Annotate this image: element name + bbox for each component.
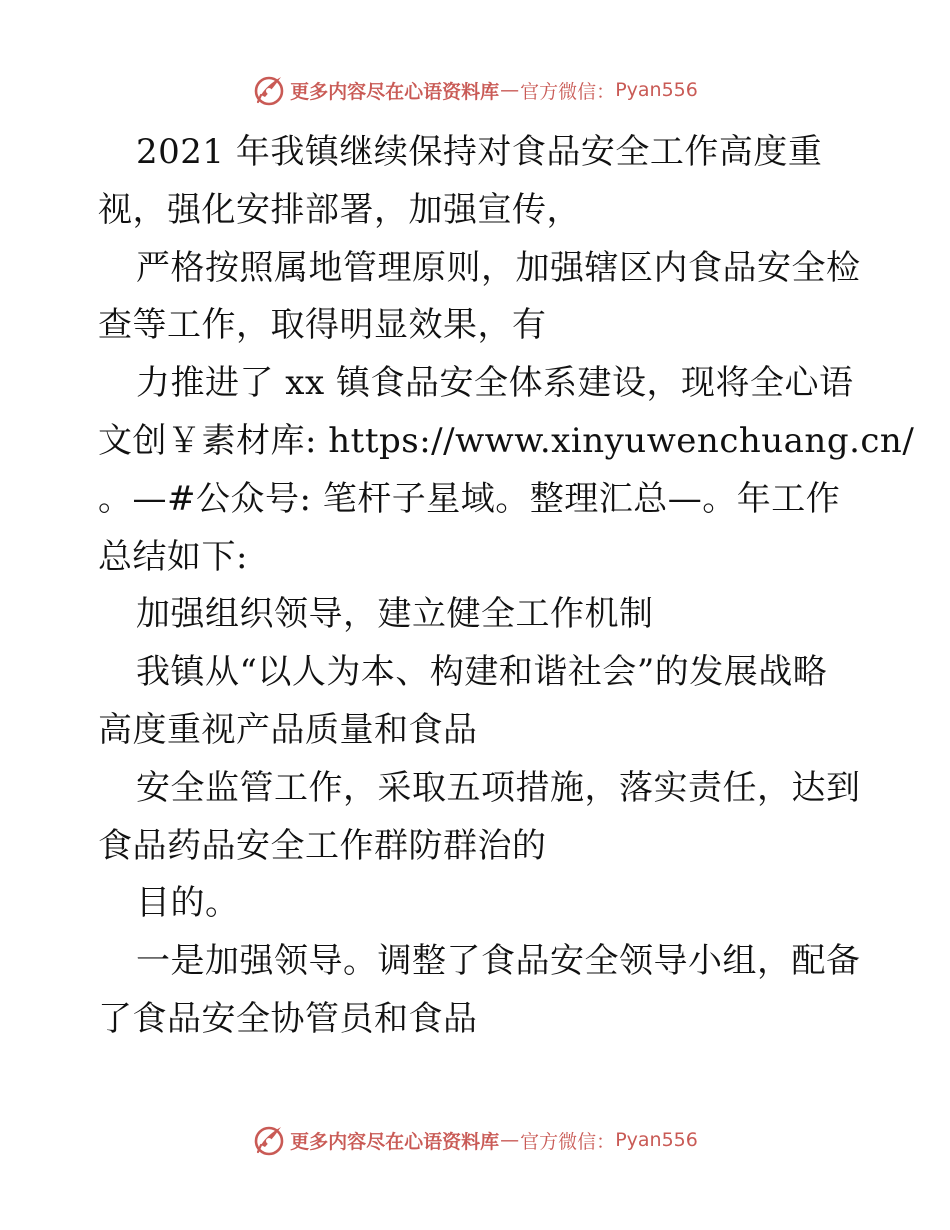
section-heading: 加强组织领导，建立健全工作机制 <box>136 594 654 635</box>
body-line: 我镇从“以人为本、构建和谐社会”的发展战略 <box>136 652 828 693</box>
body-line: 查等工作，取得明显效果，有 <box>98 305 547 346</box>
body-line: 目的。 <box>136 883 240 924</box>
body-line: 力推进了 xx 镇食品安全体系建设，现将全心语 <box>136 363 854 404</box>
banner-separator: — <box>500 1129 520 1151</box>
body-line: 高度重视产品质量和食品 <box>98 709 478 750</box>
wechat-id: Pyan556 <box>615 1129 698 1151</box>
banner-separator: — <box>500 79 520 101</box>
quill-pen-logo-icon <box>252 1123 286 1157</box>
promo-text: 更多内容尽在心语资料库 <box>290 80 500 103</box>
wechat-id: Pyan556 <box>615 79 698 101</box>
document-body <box>98 124 915 1049</box>
body-line: 视，强化安排部署，加强宣传， <box>98 189 581 230</box>
wechat-label: 官方微信： <box>520 80 616 103</box>
body-line: 严格按照属地管理原则，加强辖区内食品安全检 <box>136 247 861 288</box>
header-banner <box>0 70 950 110</box>
body-line: 了食品安全协管员和食品 <box>98 998 478 1039</box>
footer-banner <box>0 1120 950 1160</box>
body-line: 。—#公众号: 笔杆子星域。整理汇总—。年工作 <box>98 478 841 519</box>
body-line: 2021 年我镇继续保持对食品安全工作高度重 <box>136 132 823 172</box>
body-line: 一是加强领导。调整了食品安全领导小组，配备 <box>136 941 861 982</box>
body-line: 总结如下: <box>98 536 248 577</box>
body-line: 安全监管工作，采取五项措施，落实责任，达到 <box>136 767 861 808</box>
body-line-url: 文创￥素材库: https://www.xinyuwenchuang.cn/ <box>98 420 915 461</box>
quill-pen-logo-icon <box>252 73 286 107</box>
promo-text: 更多内容尽在心语资料库 <box>290 1130 500 1153</box>
body-line: 食品药品安全工作群防群治的 <box>98 825 547 866</box>
wechat-label: 官方微信： <box>520 1130 616 1153</box>
